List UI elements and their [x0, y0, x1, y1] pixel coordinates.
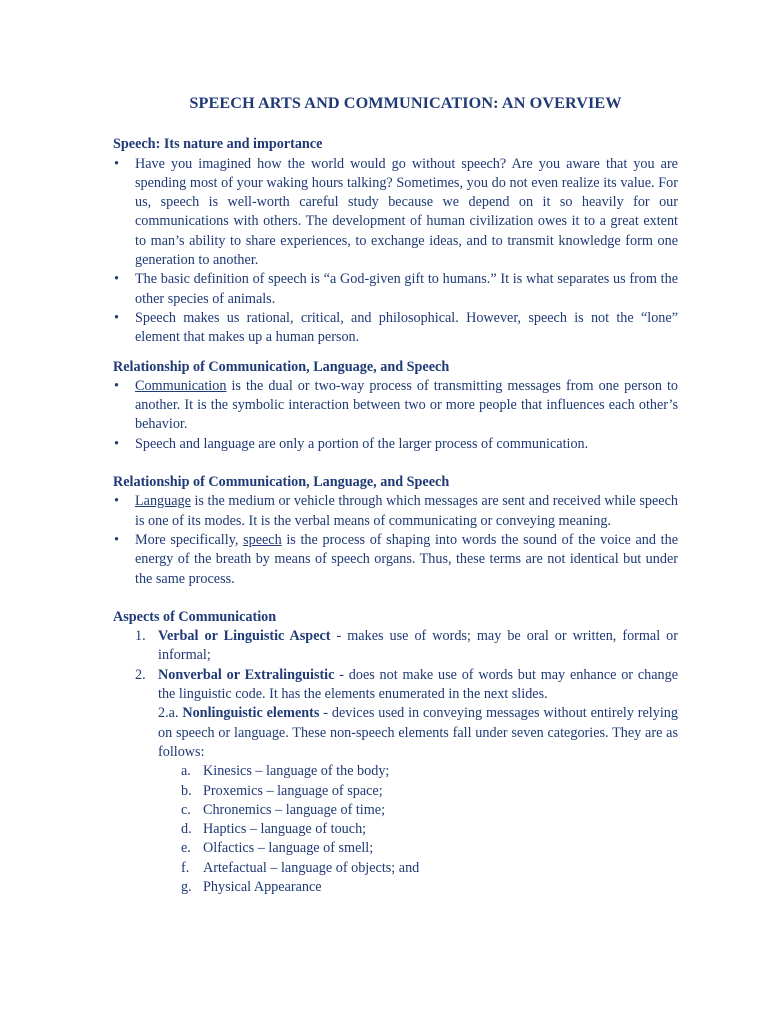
list-item: [113, 627, 678, 666]
sub-item-term: Nonlinguistic elements: [182, 705, 320, 722]
section-heading-relationship-2: Relationship of Communication, Language, and Speech: [113, 474, 450, 491]
term-language: Language: [135, 493, 191, 510]
list-item: [113, 801, 678, 820]
list-item: • Have you imagined how the world would go without speech? Are you aware that you are spending most of your waking hours talking? Sometimes, you do not even realize its value. For us, speech is well-worth careful study because we depend on it so heavily for our communications with others. The development of human civilization owes it to a great extent to man’s ability to share experiences, to exchange ideas, and to transmit knowledge form one generation to another.: [113, 155, 678, 271]
speech-bullet-list: [113, 155, 678, 348]
definition-prefix: More specifically,: [135, 531, 244, 548]
category-text: Physical Appearance: [203, 878, 322, 895]
sub-item-description: - devices used in conveying messages without entirely relying on speech or language. These non-speech elements fall under seven categories. They are as follows:: [158, 705, 678, 760]
term-communication: Communication: [135, 377, 227, 394]
category-text: Proxemics – language of space;: [203, 782, 383, 799]
list-item: • Speech makes us rational, critical, and philosophical. However, speech is not the “lone” element that makes up a human person.: [113, 309, 678, 348]
list-item: [113, 782, 678, 801]
item-number: 2.: [135, 666, 146, 683]
aspect-description: - does not make use of words but may enhance or change the linguistic code. It has the elements enumerated in the next slides.: [158, 666, 678, 703]
list-item: [113, 762, 678, 781]
list-item: [113, 820, 678, 839]
list-item: [113, 666, 678, 705]
section-heading-aspects: Aspects of Communication: [113, 608, 277, 625]
list-item: [113, 839, 678, 858]
category-text: Olfactics – language of smell;: [203, 840, 374, 857]
category-text: Chronemics – language of time;: [203, 801, 386, 818]
definition-text: is the process of shaping into words the sound of the voice and the energy of the breath by means of speech organs. Thus, these terms are not identical but under the same process.: [135, 531, 678, 587]
aspects-numbered-list: [113, 627, 678, 704]
item-letter: b.: [181, 782, 192, 799]
item-letter: a.: [181, 763, 191, 780]
section-heading-speech: Speech: Its nature and importance: [113, 136, 323, 153]
list-item: [113, 492, 678, 531]
item-letter: c.: [181, 801, 191, 818]
aspect-description: - makes use of words; may be oral or written, formal or informal;: [158, 628, 679, 664]
relationship-bullet-list-1: [113, 377, 678, 454]
relationship-bullet-list-2: [113, 492, 678, 588]
list-item: [113, 531, 678, 589]
nonlinguistic-paragraph: [113, 704, 678, 762]
categories-list: [113, 762, 678, 897]
page-title: SPEECH ARTS AND COMMUNICATION: AN OVERVIEW: [189, 94, 622, 112]
list-item: • The basic definition of speech is “a God-given gift to humans.” It is what separates us from the other species of animals.: [113, 270, 678, 309]
category-text: Artefactual – language of objects; and: [203, 859, 420, 876]
item-number: 1.: [135, 628, 146, 645]
category-text: Kinesics – language of the body;: [203, 763, 390, 780]
item-letter: d.: [181, 821, 192, 838]
aspect-term: Nonverbal or Extralinguistic: [158, 666, 335, 683]
definition-text: is the dual or two-way process of transmitting messages from one person to another. It is the symbolic interaction between two or more people that influences each other’s behavior.: [135, 377, 678, 433]
list-item: [113, 859, 678, 878]
aspect-term: Verbal or Linguistic Aspect: [158, 628, 331, 645]
list-item: [113, 878, 678, 897]
sub-item-prefix: 2.a.: [158, 705, 183, 722]
item-letter: e.: [181, 840, 191, 857]
category-text: Haptics – language of touch;: [203, 821, 367, 838]
section-heading-relationship-1: Relationship of Communication, Language, and Speech: [113, 358, 450, 375]
item-letter: g.: [181, 878, 192, 895]
list-item: [113, 377, 678, 435]
list-item: • Speech and language are only a portion of the larger process of communication.: [113, 435, 678, 454]
item-letter: f.: [181, 859, 190, 876]
definition-text: is the medium or vehicle through which messages are sent and received while speech is one of its modes. It is the verbal means of communicating or conveying meaning.: [135, 493, 678, 529]
term-speech: speech: [243, 531, 282, 548]
